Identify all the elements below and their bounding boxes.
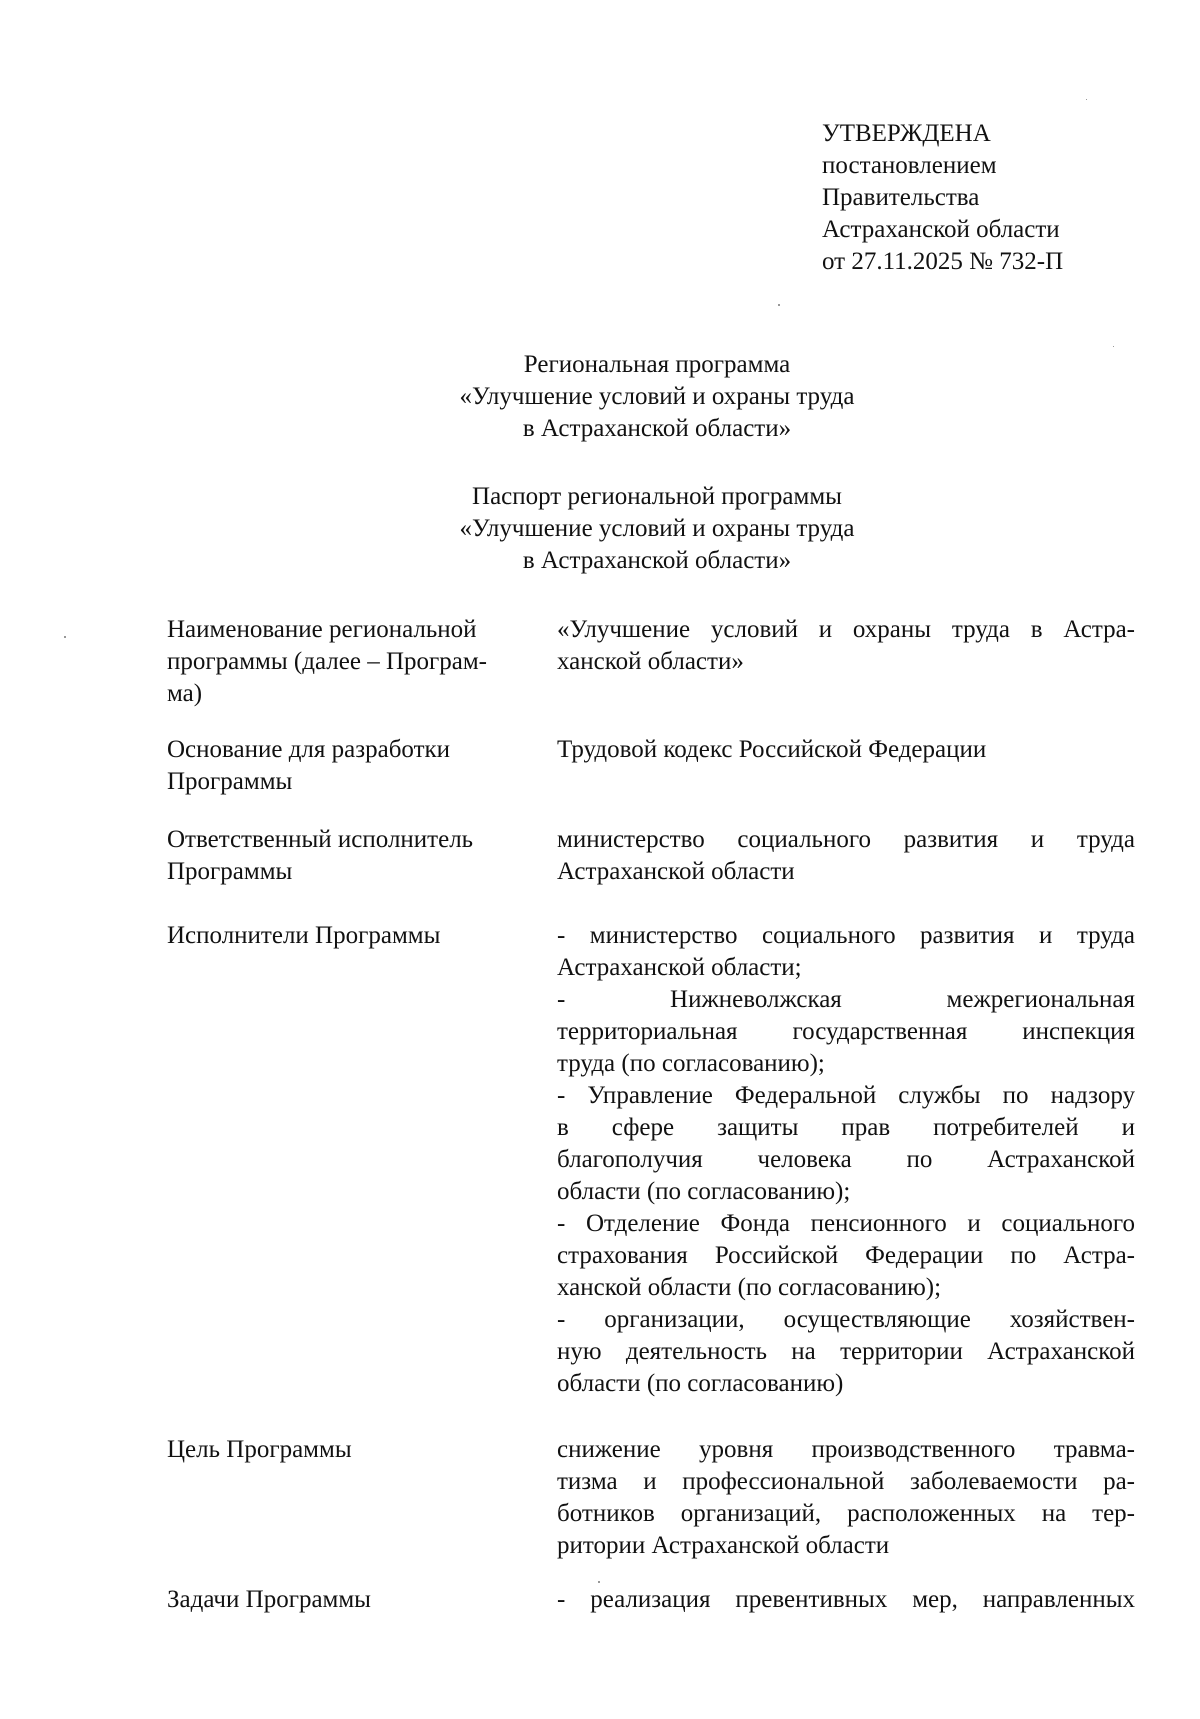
program-title-line: «Улучшение условий и охраны труда bbox=[459, 383, 855, 410]
passport-row-goal bbox=[167, 1434, 1135, 1584]
passport-row-label bbox=[167, 920, 555, 952]
label-line: Ответственный исполнитель bbox=[167, 826, 474, 853]
approval-heading: УТВЕРЖДЕНА bbox=[822, 120, 991, 147]
passport-row-label bbox=[167, 1584, 555, 1616]
label-line: Цель Программы bbox=[167, 1436, 352, 1463]
value-line: труда (по согласованию); bbox=[557, 1050, 825, 1077]
value-line: «Улучшение условий и охраны труда в Астра- bbox=[557, 616, 1135, 643]
passport-row-value bbox=[557, 824, 1135, 888]
passport-row-name bbox=[167, 614, 1135, 734]
approval-date-number: от 27.11.2025 № 732-П bbox=[822, 248, 1064, 275]
value-line: тизма и профессиональной заболеваемости ра- bbox=[557, 1468, 1135, 1495]
value-line: области (по согласованию) bbox=[557, 1370, 844, 1397]
value-line: - Управление Федеральной службы по надзору bbox=[557, 1082, 1135, 1109]
value-line: снижение уровня производственного травма- bbox=[557, 1436, 1135, 1463]
scan-speck bbox=[1113, 346, 1114, 347]
value-line: территориальная государственная инспекция bbox=[557, 1018, 1135, 1045]
label-line: Исполнители Программы bbox=[167, 922, 441, 949]
passport-row-responsible bbox=[167, 824, 1135, 920]
value-line: ханской области (по согласованию); bbox=[557, 1274, 942, 1301]
value-line: ную деятельность на территории Астраханской bbox=[557, 1338, 1135, 1365]
passport-row-executors bbox=[167, 920, 1135, 1434]
label-line: Задачи Программы bbox=[167, 1586, 371, 1613]
passport-table bbox=[167, 614, 1135, 1624]
value-line: ботников организаций, расположенных на тер- bbox=[557, 1500, 1135, 1527]
scan-speck bbox=[64, 636, 66, 638]
approval-line: постановлением bbox=[822, 152, 997, 179]
passport-row-tasks bbox=[167, 1584, 1135, 1624]
scan-speck bbox=[1086, 99, 1087, 100]
value-line: министерство социального развития и труда bbox=[557, 826, 1135, 853]
value-line: страхования Российской Федерации по Астра- bbox=[557, 1242, 1135, 1269]
approval-line: Правительства bbox=[822, 184, 980, 211]
program-title-line: Региональная программа bbox=[523, 351, 791, 378]
approval-stamp bbox=[822, 118, 1162, 278]
passport-title bbox=[0, 481, 1200, 577]
value-line: - министерство социального развития и труда bbox=[557, 922, 1135, 949]
passport-row-value bbox=[557, 920, 1135, 1400]
passport-title-line: «Улучшение условий и охраны труда bbox=[459, 515, 855, 542]
label-line: Программы bbox=[167, 768, 293, 795]
passport-row-label bbox=[167, 824, 555, 888]
passport-row-value bbox=[557, 614, 1135, 678]
program-title-line: в Астраханской области» bbox=[522, 415, 792, 442]
passport-title-line: Паспорт региональной программы bbox=[472, 483, 842, 510]
value-line: ритории Астраханской области bbox=[557, 1532, 890, 1559]
program-title bbox=[0, 349, 1200, 445]
approval-line: Астраханской области bbox=[822, 216, 1060, 243]
label-line: Основание для разработки bbox=[167, 736, 451, 763]
passport-row-label bbox=[167, 734, 555, 798]
passport-row-value bbox=[557, 734, 1135, 766]
value-line: ханской области» bbox=[557, 648, 744, 675]
value-line: - Отделение Фонда пенсионного и социального bbox=[557, 1210, 1135, 1237]
passport-row-value bbox=[557, 1434, 1135, 1562]
value-line: - реализация превентивных мер, направленных bbox=[557, 1586, 1135, 1613]
value-line: Трудовой кодекс Российской Федерации bbox=[557, 736, 987, 763]
value-line: Астраханской области bbox=[557, 858, 795, 885]
label-line: ма) bbox=[167, 680, 203, 707]
scan-speck bbox=[778, 304, 780, 306]
passport-row-label bbox=[167, 614, 555, 710]
label-line: Наименование региональной bbox=[167, 616, 477, 643]
label-line: программы (далее – Програм- bbox=[167, 648, 487, 675]
passport-title-line: в Астраханской области» bbox=[522, 547, 792, 574]
passport-row-value bbox=[557, 1584, 1135, 1616]
value-line: - Нижневолжская межрегиональная bbox=[557, 986, 1135, 1013]
passport-row-label bbox=[167, 1434, 555, 1466]
value-line: - организации, осуществляющие хозяйствен- bbox=[557, 1306, 1135, 1333]
passport-row-basis bbox=[167, 734, 1135, 824]
label-line: Программы bbox=[167, 858, 293, 885]
value-line: в сфере защиты прав потребителей и bbox=[557, 1114, 1135, 1141]
scan-speck bbox=[598, 1581, 600, 1583]
value-line: Астраханской области; bbox=[557, 954, 802, 981]
value-line: благополучия человека по Астраханской bbox=[557, 1146, 1135, 1173]
value-line: области (по согласованию); bbox=[557, 1178, 851, 1205]
